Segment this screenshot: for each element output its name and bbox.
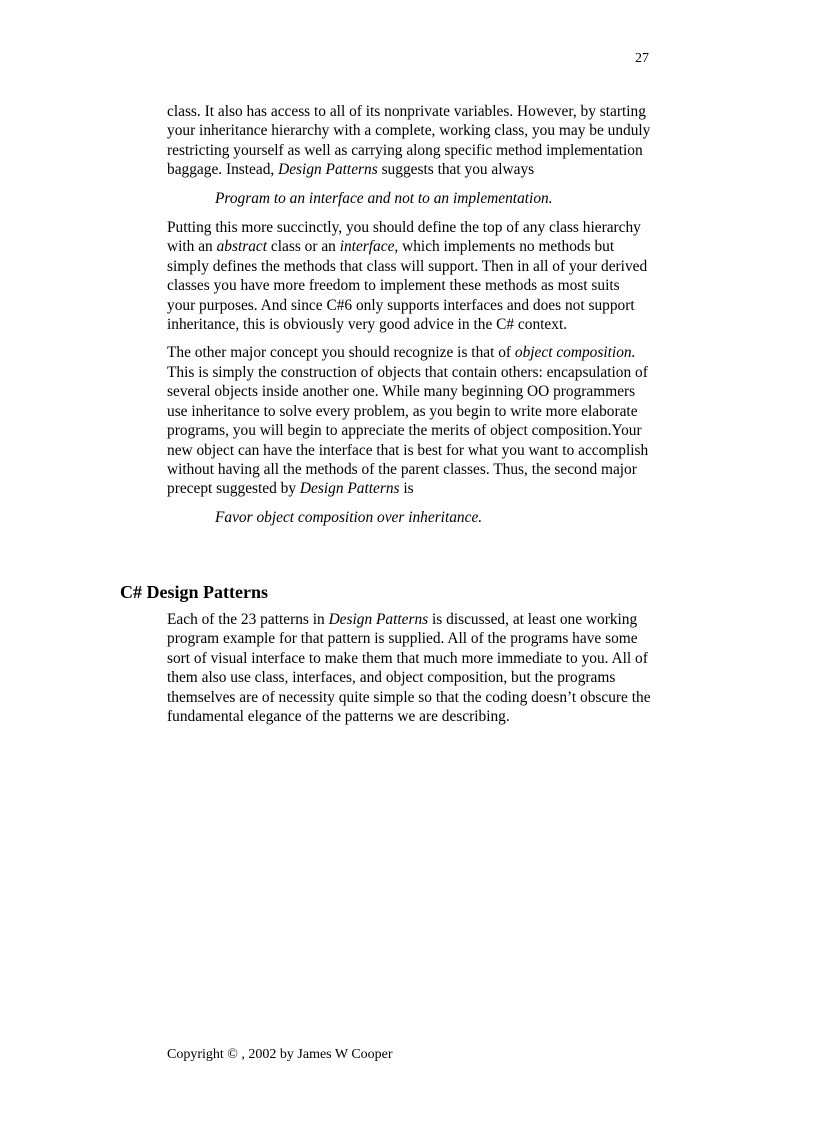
paragraph-inheritance [167,102,651,180]
paragraph-design-patterns [167,610,651,726]
paragraph-text: class. It also has access to all of its nonprivate variables. However, by starting your inheritance hierarchy with a complete, working class, you may be unduly restricting yourself as well as carrying along specific method implementation baggage. Instead, [167,103,651,179]
paragraph-text: , which implements no methods but simply defines the methods that class will support. Then in all of your derived classes you have more freedom to implement these methods as most suits your purposes. And since C#6 only supports interfaces and does not support inheritance, this is obviously very good advice in the C# context. [167,238,648,334]
paragraph-text: is [399,480,414,498]
quote-program-to-interface: Program to an interface and not to an implementation. [215,189,553,207]
book-title-emphasis: Design Patterns [328,611,429,628]
paragraph-text: Putting this more succinctly, you should define the top of any class hierarchy with an [167,219,641,256]
paragraph-text: This is simply the construction of objects that contain others: encapsulation of several objects inside another one. While many beginning OO programmers use inheritance to solve every problem, as you begin to write more elaborate programs, you will begin to appreciate the merits of object composition.Your new object can have the interface that is best for what you want to accomplish without having all the methods of the parent classes. Thus, the second major precept suggested by [167,363,649,498]
paragraph-text: class or an [267,238,340,256]
quote-favor-composition: Favor object composition over inheritance. [215,508,483,526]
page-number: 27 [635,51,649,66]
section-body [167,610,651,726]
book-title-emphasis: Design Patterns [299,480,400,498]
interface-emphasis: interface [339,238,395,256]
paragraph-text: suggests that you always [377,161,535,179]
book-title-emphasis: Design Patterns [278,161,378,179]
paragraph-text: is discussed, at least one working program example for that pattern is supplied. All of the programs have some sort of visual interface to make them that much more immediate to you. All of them also use class, interfaces, and object composition, but the programs themselves are of necessity quite simple so that the coding doesn’t obscure the fundamental elegance of the patterns we are describing. [167,611,651,726]
copyright-footer: Copyright © , 2002 by James W Cooper [167,1047,393,1062]
abstract-emphasis: abstract [216,238,268,256]
paragraph-text: The other major concept you should recognize is that of [167,344,515,362]
paragraph-abstract-interface [167,218,651,334]
section-heading: C# Design Patterns [120,582,268,602]
paragraph-text: Each of the 23 patterns in [167,611,329,628]
object-composition-emphasis: object composition. [514,344,636,362]
paragraph-object-composition [167,343,651,498]
main-content [167,102,651,537]
